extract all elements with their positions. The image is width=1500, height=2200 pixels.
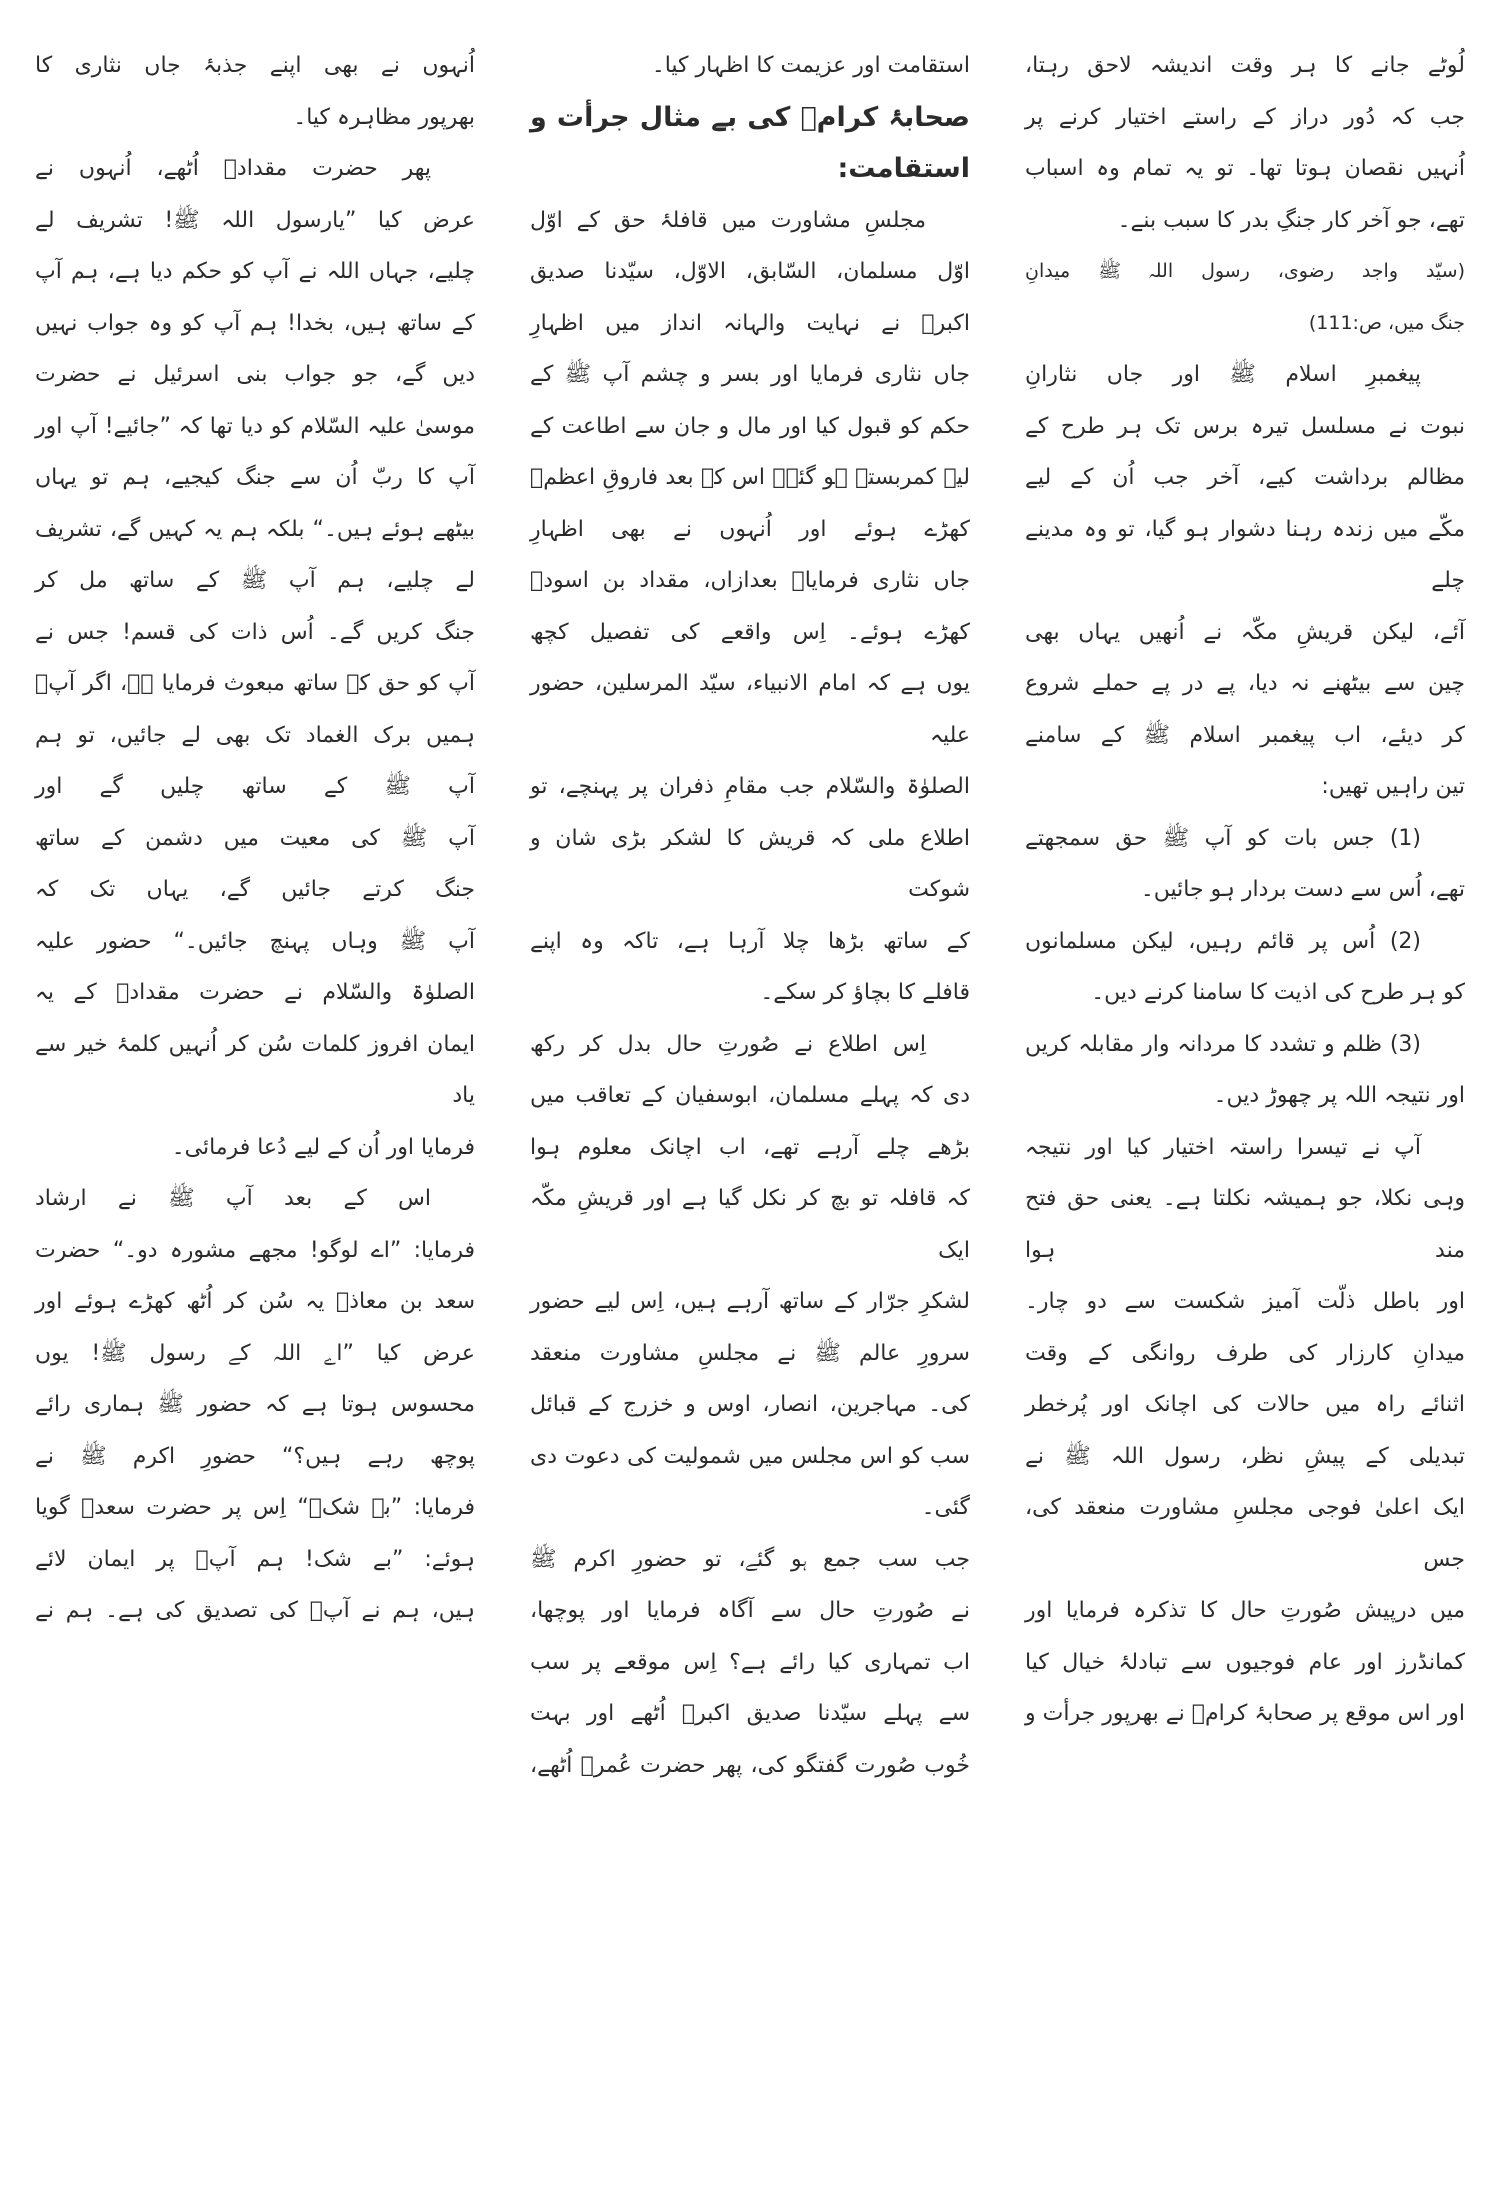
text-line: پوچھ رہے ہیں؟“ حضورِ اکرم ﷺ نے [35, 1443, 475, 1469]
text-line: اور باطل ذلّت آمیز شکست سے دو چار۔ [1025, 1289, 1465, 1314]
text-line: تھے، اُس سے دست بردار ہو جائیں۔ [1140, 877, 1465, 902]
text-line: بھرپور مظاہرہ کیا۔ [293, 104, 475, 130]
section-heading-line: استقامت: [837, 153, 970, 184]
section-heading-line: صحابۂ کرامؓ کی بے مثال جرأت و [530, 101, 970, 133]
text-line: حکم کو قبول کیا اور مال و جان سے اطاعت کے [530, 413, 970, 439]
text-line: (2) اُس پر قائم رہیں، لیکن مسلمانوں [1025, 928, 1421, 954]
text-line: آپ کو حق کے ساتھ مبعوث فرمایا ہے، اگر آپؐ [35, 671, 475, 696]
text-line: دیں گے، جو جواب بنی اسرئیل نے حضرت [35, 362, 475, 387]
text-line: سرورِ عالم ﷺ نے مجلسِ مشاورت منعقد [530, 1340, 970, 1366]
text-line: ایمان افروز کلمات سُن کر اُنہیں کلمۂ خیر سے یاد [35, 1031, 475, 1108]
text-line: فرمایا: ”اے لوگو! مجھے مشورہ دو۔“ حضرت [35, 1237, 475, 1263]
text-line: اوّل مسلمان، السّابق، الاوّل، سیّدنا صدیق [530, 259, 970, 284]
text-line: سے پہلے سیّدنا صدیق اکبرؓ اُٹھے اور بہت [530, 1701, 970, 1726]
text-line: کر دیئے، اب پیغمبر اسلام ﷺ کے سامنے [1025, 722, 1465, 748]
text-line: مکّے میں زندہ رہنا دشوار ہو گیا، تو وہ مدینے چلے [1025, 516, 1465, 593]
text-line: الصلوٰۃ والسّلام نے حضرت مقدادؓ کے یہ [35, 980, 475, 1005]
citation-line: جنگ میں، ص:111) [1308, 311, 1465, 334]
text-line: پھر حضرت مقدادؓ اُٹھے، اُنہوں نے [35, 156, 431, 181]
column-right [1025, 40, 1465, 1740]
text-line: تبدیلی کے پیشِ نظر، رسول اللہ ﷺ نے [1025, 1443, 1465, 1469]
text-line: سب کو اس مجلس میں شمولیت کی دعوت دی گئی۔ [530, 1443, 970, 1520]
text-line: محسوس ہوتا ہے کہ حضور ﷺ ہماری رائے [35, 1392, 475, 1417]
text-line: اب تمہاری کیا رائے ہے؟ اِس موقعے پر سب [530, 1649, 970, 1675]
text-line: کو ہر طرح کی اذیت کا سامنا کرنے دیں۔ [1091, 980, 1465, 1005]
text-line: فرمایا: ”بے شک۔“ اِس پر حضرت سعدؓ گویا [35, 1495, 475, 1520]
text-line: نبوت نے مسلسل تیرہ برس تک ہر طرح کے [1025, 413, 1465, 439]
text-line: بڑھے چلے آرہے تھے، اب اچانک معلوم ہوا [530, 1134, 970, 1160]
text-line: کے ساتھ بڑھا چلا آرہا ہے، تاکہ وہ اپنے [530, 928, 970, 954]
text-line: تین راہیں تھیں: [1321, 774, 1465, 799]
column-middle [530, 40, 970, 1791]
text-line: جنگ کرتے جائیں گے، یہاں تک کہ [35, 877, 475, 902]
text-line: نے صُورتِ حال سے آگاہ فرمایا اور پوچھا، [530, 1598, 970, 1623]
text-line: جاں نثاری فرمایا۔ بعدازاں، مقداد بن اسودؓ [530, 568, 970, 593]
text-line: یوں ہے کہ امام الانبیاء، سیّد المرسلین، حضور علیہ [530, 671, 970, 748]
text-line: مظالم برداشت کیے، آخر جب اُن کے لیے [1025, 465, 1465, 490]
text-line: کھڑے ہوئے۔ اِس واقعے کی تفصیل کچھ [530, 619, 970, 645]
text-line: آپ ﷺ کی معیت میں دشمن کے ساتھ [35, 825, 475, 851]
text-line: اور اس موقع پر صحابۂ کرامؓ نے بھرپور جرأت و [1025, 1701, 1465, 1726]
text-line: خُوب صُورت گفتگو کی، پھر حضرت عُمرؓ اُٹھے، [530, 1752, 970, 1778]
text-line: اطلاع ملی کہ قریش کا لشکر بڑی شان و شوکت [530, 825, 970, 902]
text-line: تھے، جو آخر کار جنگِ بدر کا سبب بنے۔ [1117, 207, 1465, 233]
text-line: کمانڈرز اور عام فوجیوں سے تبادلۂ خیال کیا [1025, 1649, 1465, 1675]
text-line: سعد بن معاذؓ یہ سُن کر اُٹھ کھڑے ہوئے اور [35, 1289, 475, 1314]
text-line: ہیں، ہم نے آپؐ کی تصدیق کی ہے۔ ہم نے [35, 1598, 475, 1623]
text-line: لے چلیے، ہم آپ ﷺ کے ساتھ مل کر [35, 568, 475, 593]
text-line: کھڑے ہوئے اور اُنہوں نے بھی اظہارِ [530, 516, 970, 542]
text-line: اِس اطلاع نے صُورتِ حال بدل کر رکھ [530, 1031, 926, 1057]
text-line: لُوٹے جانے کا ہر وقت اندیشہ لاحق رہتا، [1025, 53, 1465, 78]
text-line: اُنہوں نے بھی اپنے جذبۂ جاں نثاری کا [35, 53, 475, 78]
text-line: مجلسِ مشاورت میں قافلۂ حق کے اوّل [530, 207, 926, 233]
text-line: پیغمبرِ اسلام ﷺ اور جاں نثارانِ [1025, 362, 1421, 387]
citation-line: (سیّد واجد رضوی، رسول اللہ ﷺ میدانِ [1025, 260, 1465, 282]
text-line: جب کہ دُور دراز کے راستے اختیار کرنے پر [1025, 104, 1465, 130]
text-line: آپ کا ربّ اُن سے جنگ کیجیے، ہم تو یہاں [35, 465, 475, 490]
text-line: جاں نثاری فرمایا اور بسر و چشم آپ ﷺ کے [530, 362, 970, 387]
text-line: جب سب جمع ہو گئے، تو حضورِ اکرم ﷺ [530, 1546, 970, 1572]
text-line: چلیے، جہاں اللہ نے آپ کو حکم دیا ہے، ہم آپ [35, 259, 475, 284]
text-line: وہی نکلا، جو ہمیشہ نکلتا ہے۔ یعنی حق فتح مند ہوا [1025, 1186, 1465, 1263]
text-line: چین سے بیٹھنے نہ دیا، پے در پے حملے شروع [1025, 671, 1465, 696]
text-line: کے ساتھ ہیں، بخدا! ہم آپ کو وہ جواب نہیں [35, 310, 475, 336]
text-line: جنگ کریں گے۔ اُس ذات کی قسم! جس نے [35, 619, 475, 645]
text-line: اُنہیں نقصان ہوتا تھا۔ تو یہ تمام وہ اسباب [1025, 156, 1465, 181]
text-line: لشکرِ جرّار کے ساتھ آرہے ہیں، اِس لیے حضور [530, 1289, 970, 1314]
text-line: بیٹھے ہوئے ہیں۔“ بلکہ ہم یہ کہیں گے، تشریف [35, 516, 475, 542]
text-line: آئے، لیکن قریشِ مکّہ نے اُنھیں یہاں بھی [1025, 619, 1465, 645]
text-line: (1) جس بات کو آپ ﷺ حق سمجھتے [1025, 825, 1421, 851]
text-line: (3) ظلم و تشدد کا مردانہ وار مقابلہ کریں [1025, 1031, 1421, 1057]
text-line: کہ قافلہ تو بچ کر نکل گیا ہے اور قریشِ مکّہ ایک [530, 1186, 970, 1263]
text-line: ہوئے: ”بے شک! ہم آپؐ پر ایمان لائے [35, 1546, 475, 1572]
text-line: میدانِ کارزار کی طرف روانگی کے وقت [1025, 1340, 1465, 1366]
text-line: ہمیں برک الغماد تک بھی لے جائیں، تو ہم [35, 722, 475, 748]
text-line: آپ ﷺ کے ساتھ چلیں گے اور [35, 774, 475, 799]
text-line: دی کہ پہلے مسلمان، ابوسفیان کے تعاقب میں [530, 1083, 970, 1108]
text-line: اس کے بعد آپ ﷺ نے ارشاد [35, 1186, 431, 1211]
text-line: الصلوٰۃ والسّلام جب مقامِ ذفران پر پہنچے، تو [530, 774, 970, 799]
text-line: میں درپیش صُورتِ حال کا تذکرہ فرمایا اور [1025, 1598, 1465, 1623]
text-line: عرض کیا ”یارسول اللہ ﷺ! تشریف لے [35, 207, 475, 233]
text-line: ایک اعلیٰ فوجی مجلسِ مشاورت منعقد کی، جس [1025, 1495, 1465, 1572]
text-line: موسیٰ علیہ السّلام کو دیا تھا کہ ”جائیے! آپ اور [35, 413, 475, 439]
text-line: کی۔ مہاجرین، انصار، اوس و خزرج کے قبائل [530, 1392, 970, 1417]
text-line: قافلے کا بچاؤ کر سکے۔ [760, 980, 970, 1005]
text-line: اکبرؓ نے نہایت والہانہ انداز میں اظہارِ [530, 310, 970, 336]
text-line: آپ نے تیسرا راستہ اختیار کیا اور نتیجہ [1025, 1134, 1421, 1160]
text-line: اثنائے راہ میں حالات کی اچانک اور پُرخطر [1025, 1392, 1465, 1417]
text-line: استقامت اور عزیمت کا اظہار کیا۔ [651, 53, 970, 78]
text-line: عرض کیا ”اے اللہ کے رسول ﷺ! یوں [35, 1340, 475, 1366]
text-line: لیے کمربستہ ہو گئے۔ اس کے بعد فاروقِ اعظمؓ [530, 465, 970, 490]
text-line: فرمایا اور اُن کے لیے دُعا فرمائی۔ [171, 1134, 475, 1160]
text-line: اور نتیجہ اللہ پر چھوڑ دیں۔ [1213, 1083, 1465, 1108]
column-left [35, 40, 475, 1637]
text-line: آپ ﷺ وہاں پہنچ جائیں۔“ حضور علیہ [35, 928, 475, 954]
